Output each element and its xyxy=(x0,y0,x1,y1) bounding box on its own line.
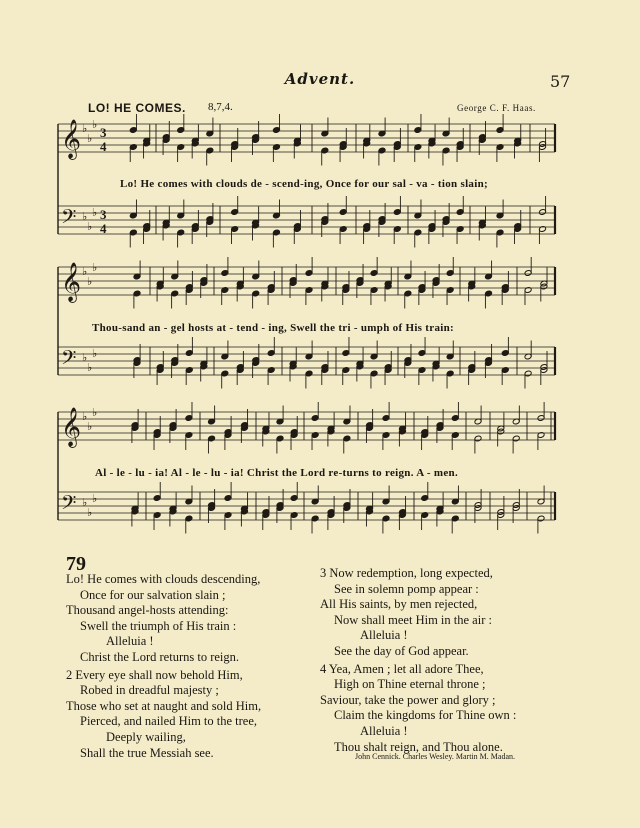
verse-line: Thou shalt reign, and Thou alone. xyxy=(334,739,503,754)
composer-credit: George C. F. Haas. xyxy=(457,103,536,113)
verse-line: Alleluia ! xyxy=(106,634,154,649)
time-signature: 3 xyxy=(100,125,107,140)
lyric-line-1: Lo! He comes with clouds de - scend-ing, Once for our sal - va - tion slain; xyxy=(120,178,488,190)
verse-line: Christ the Lord returns to reign. xyxy=(80,650,239,664)
flat-icon: ♭ xyxy=(82,265,88,278)
verse-line: Lo! He comes with clouds descending, xyxy=(66,572,261,586)
verse-line: Shall the true Messiah see. xyxy=(80,745,214,760)
verse-line: 4 Yea, Amen ; let all adore Thee, xyxy=(320,661,484,676)
verse-line: Alleluia ! xyxy=(360,724,408,738)
flat-icon: ♭ xyxy=(92,492,98,505)
verse-line: Swell the triumph of His train : xyxy=(80,618,237,633)
verse-line: Once for our salvation slain ; xyxy=(80,587,226,602)
lyric-line-3: Al - le - lu - ia! Al - le - lu - ia! Christ the Lord re-turns to reign. A - men. xyxy=(95,467,459,479)
author-attribution: John Cennick. Charles Wesley. Martin M. Madan. xyxy=(355,752,515,761)
section-title: Advent. xyxy=(284,70,356,88)
verse-line: Those who set at naught and sold Him, xyxy=(66,698,262,713)
treble-clef-icon: 𝄞 xyxy=(61,262,82,302)
flat-icon: ♭ xyxy=(92,347,98,360)
verse-line: 3 Now redemption, long expected, xyxy=(320,566,493,580)
verse-line: Claim the kingdoms for Thine own : xyxy=(334,708,517,723)
flat-icon: ♭ xyxy=(92,206,98,219)
verse-line: Saviour, take the power and glory ; xyxy=(320,692,496,707)
treble-clef-icon: 𝄞 xyxy=(61,119,82,159)
flat-icon: ♭ xyxy=(82,496,88,509)
time-signature: 4 xyxy=(100,221,107,236)
flat-icon: ♭ xyxy=(92,118,98,131)
tune-meter: 8,7,4. xyxy=(208,101,233,113)
flat-icon: ♭ xyxy=(87,420,93,433)
tune-title: LO! HE COMES. xyxy=(88,101,186,115)
flat-icon: ♭ xyxy=(87,506,93,519)
bass-clef-icon: 𝄢 xyxy=(61,205,77,233)
flat-icon: ♭ xyxy=(87,132,93,145)
verse-line: See the day of God appear. xyxy=(334,644,469,658)
flat-icon: ♭ xyxy=(92,406,98,419)
verse-line: 2 Every eye shall now behold Him, xyxy=(66,667,243,682)
hymn-number: 79 xyxy=(66,553,86,575)
flat-icon: ♭ xyxy=(92,261,98,274)
flat-icon: ♭ xyxy=(82,122,88,135)
verse-line: All His saints, by men rejected, xyxy=(320,597,478,612)
flat-icon: ♭ xyxy=(82,351,88,364)
verse-line: See in solemn pomp appear : xyxy=(334,581,479,596)
flat-icon: ♭ xyxy=(87,220,93,233)
verse-line: Alleluia ! xyxy=(360,628,408,643)
verse-line: Pierced, and nailed Him to the tree, xyxy=(80,714,258,729)
verse-line: Now shall meet Him in the air : xyxy=(334,612,492,627)
bass-clef-icon: 𝄢 xyxy=(61,491,77,519)
page-number: 57 xyxy=(550,72,571,91)
time-signature: 3 xyxy=(100,207,107,222)
flat-icon: ♭ xyxy=(87,275,93,288)
flat-icon: ♭ xyxy=(87,361,93,374)
bass-clef-icon: 𝄢 xyxy=(61,346,77,374)
verse-line: Robed in dreadful majesty ; xyxy=(80,683,219,698)
verse-line: Deeply wailing, xyxy=(106,730,186,744)
time-signature: 4 xyxy=(100,139,107,154)
lyric-line-2: Thou-sand an - gel hosts at - tend - ing, Swell the tri - umph of His train: xyxy=(92,322,454,334)
flat-icon: ♭ xyxy=(82,410,88,423)
flat-icon: ♭ xyxy=(82,210,88,223)
treble-clef-icon: 𝄞 xyxy=(61,407,82,447)
verse-line: Thousand angel-hosts attending: xyxy=(66,603,229,618)
verse-line: High on Thine eternal throne ; xyxy=(334,677,486,692)
